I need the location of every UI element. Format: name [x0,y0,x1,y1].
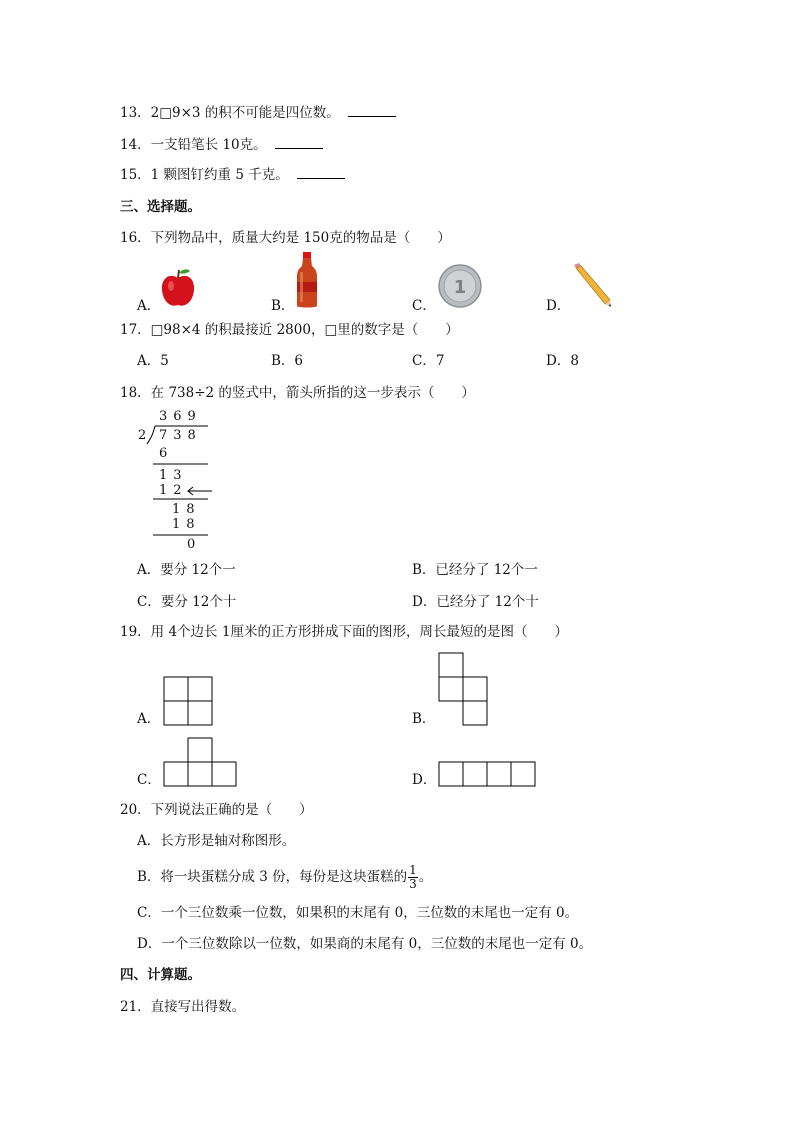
shape-d-line [439,762,535,786]
q19-option-d-label[interactable]: D． [412,772,437,788]
q17-option-b[interactable]: B．6 [271,353,304,369]
question-14-text: 14．一支铅笔长 10克。 [120,137,267,153]
division-remainder: 0 [187,537,202,552]
question-13-text: 13．2□9×3 的积不可能是四位数。 [120,105,340,121]
fraction-numerator: 1 [409,863,417,877]
division-step-4: 18 [172,502,201,517]
question-18-stem: 18．在 738÷2 的竖式中，箭头所指的这一步表示（ ） [120,385,475,401]
division-step-2: 13 [159,468,188,483]
q18-option-c[interactable]: C．要分 12个十 [137,594,237,610]
q16-option-b-label[interactable]: B． [271,298,295,314]
q17-option-c[interactable]: C．7 [412,353,445,369]
q16-option-d-label[interactable]: D． [546,298,571,314]
q17-option-d[interactable]: D．8 [546,353,579,369]
fraction-denominator: 3 [409,877,417,891]
q19-option-b-label[interactable]: B． [412,711,436,727]
q18-option-b[interactable]: B．已经分了 12个一 [412,562,538,578]
section-4-title: 四、计算题。 [120,967,201,983]
question-20-stem: 20．下列说法正确的是（ ） [120,802,313,818]
question-16-stem: 16．下列物品中，质量大约是 150克的物品是（ ） [120,230,451,246]
shape-c-t-shape [164,738,236,786]
q16-option-c-label[interactable]: C． [412,298,436,314]
shape-b-zigzag [439,653,487,725]
q20-option-b[interactable] [137,864,432,891]
question-19-stem: 19．用 4个边长 1厘米的正方形拼成下面的图形，周长最短的是图（ ） [120,624,568,640]
shape-a-square-2x2 [164,677,212,725]
q16-option-a-label[interactable]: A． [137,298,161,314]
question-17-stem: 17．□98×4 的积最接近 2800，□里的数字是（ ） [120,322,459,338]
question-21-text: 21．直接写出得数。 [120,999,246,1015]
q17-option-a[interactable]: A．5 [137,353,169,369]
q20-option-b-end: 。 [418,869,433,885]
q20-option-b-text: B．将一块蛋糕分成 3 份，每份是这块蛋糕的 [137,869,408,885]
q20-option-d[interactable]: D．一个三位数除以一位数，如果商的末尾有 0，三位数的末尾也一定有 0。 [137,936,593,952]
section-3-title: 三、选择题。 [120,199,201,215]
division-step-3: 12 [159,483,188,498]
q19-option-c-label[interactable]: C． [137,772,161,788]
q20-option-c[interactable]: C．一个三位数乘一位数，如果积的末尾有 0，三位数的末尾也一定有 0。 [137,905,579,921]
division-divisor: 2 [138,428,153,443]
q19-option-a-label[interactable]: A． [137,711,161,727]
fraction-one-third [408,864,418,891]
division-quotient: 369 [159,409,202,424]
question-15-text: 15．1 颗图钉约重 5 千克。 [120,167,289,183]
division-step-5: 18 [172,517,201,532]
q20-option-a[interactable]: A．长方形是轴对称图形。 [137,833,296,849]
q18-option-a[interactable]: A．要分 12个一 [137,562,236,578]
coin-numeral: 1 [453,277,467,298]
division-dividend: 738 [159,428,202,443]
q18-option-d[interactable]: D．已经分了 12个十 [412,594,539,610]
division-step-1: 6 [159,446,174,461]
